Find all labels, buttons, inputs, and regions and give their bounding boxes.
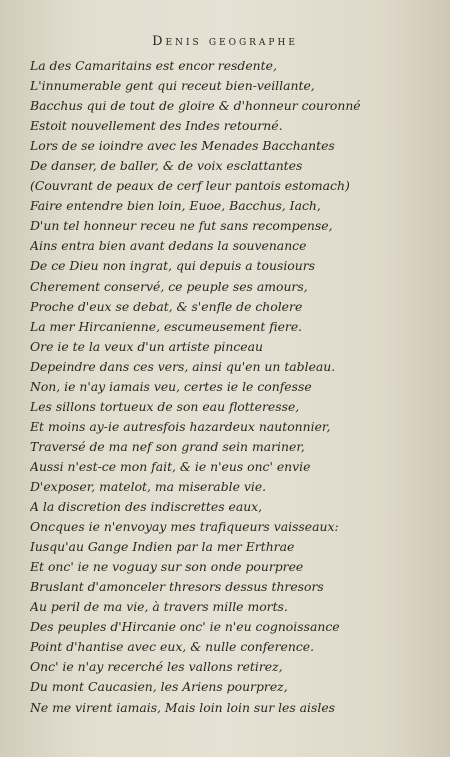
verse-line: Non, ie n'ay iamais veu, certes ie le confesse — [30, 378, 312, 394]
verse-line: Ore ie te la veux d'un artiste pinceau — [30, 338, 263, 354]
verse-line: Des peuples d'Hircanie onc' ie n'eu cognoissance — [30, 619, 340, 635]
page-header: Denis geographe — [152, 34, 298, 49]
verse-block — [30, 56, 435, 718]
verse-line: Les sillons tortueux de son eau flotteresse, — [30, 398, 300, 414]
verse-line: Lors de se ioindre avec les Menades Bacchantes — [30, 138, 335, 154]
verse-line: Au peril de ma vie, à travers mille morts. — [30, 599, 288, 615]
verse-line: Aussi n'est-ce mon fait, & ie n'eus onc' envie — [30, 458, 311, 474]
verse-line: La mer Hircanienne, escumeusement fiere. — [30, 318, 303, 334]
verse-line: D'un tel honneur receu ne fut sans recompense, — [30, 218, 333, 234]
verse-line: Traversé de ma nef son grand sein mariner, — [30, 438, 305, 454]
verse-line: Ne me virent iamais, Mais loin loin sur les aisles — [30, 699, 336, 715]
verse-line: Cherement conservé, ce peuple ses amours, — [30, 278, 308, 294]
verse-line: Et onc' ie ne voguay sur son onde pourpree — [30, 559, 304, 575]
verse-line: Oncques ie n'envoyay mes trafiqueurs vaisseaux: — [30, 519, 339, 535]
verse-line: Proche d'eux se debat, & s'enfle de cholere — [30, 298, 303, 314]
verse-line: Depeindre dans ces vers, ainsi qu'en un tableau. — [30, 358, 336, 374]
verse-line: A la discretion des indiscrettes eaux, — [30, 499, 263, 515]
verse-line: De ce Dieu non ingrat, qui depuis a tousiours — [30, 258, 316, 274]
verse-line: Du mont Caucasien, les Ariens pourprez, — [30, 679, 288, 695]
verse-line: Onc' ie n'ay recerché les vallons retirez, — [30, 659, 283, 675]
verse-line: La des Camaritains est encor resdente, — [30, 58, 277, 73]
verse-line: (Couvrant de peaux de cerf leur pantois estomach) — [30, 178, 350, 194]
verse-line: D'exposer, matelot, ma miserable vie. — [30, 478, 267, 494]
verse-line: Point d'hantise avec eux, & nulle conference. — [30, 639, 315, 655]
verse-line: Faire entendre bien loin, Euoe, Bacchus, Iach, — [30, 198, 321, 214]
verse-line: Iusqu'au Gange Indien par la mer Erthrae — [30, 539, 295, 555]
verse-line: Estoit nouvellement des Indes retourné. — [30, 118, 283, 134]
verse-line: Bacchus qui de tout de gloire & d'honneur couronné — [30, 98, 361, 114]
verse-line: De danser, de baller, & de voix esclattantes — [30, 158, 303, 174]
verse-line: L'innumerable gent qui receut bien-veillante, — [30, 78, 315, 94]
verse-line: Et moins ay-ie autresfois hazardeux nautonnier, — [30, 418, 331, 434]
verse-line: Bruslant d'amonceler thresors dessus thresors — [30, 579, 324, 595]
verse-line: Ains entra bien avant dedans la souvenance — [30, 238, 307, 254]
